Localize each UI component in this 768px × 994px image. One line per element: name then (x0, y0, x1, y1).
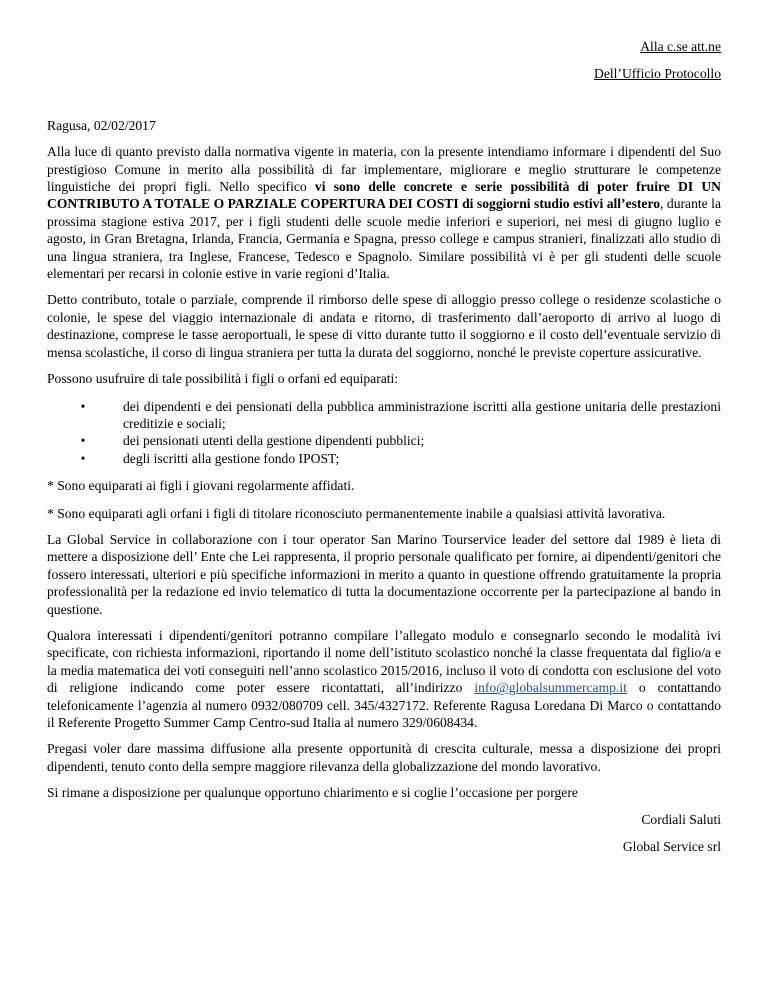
note-fostered: * Sono equiparati ai figli i giovani regolarmente affidati. (47, 478, 355, 494)
list-item (80, 432, 721, 449)
list-item (80, 398, 721, 433)
addressee-line-2: Dell’Ufficio Protocollo (594, 66, 721, 82)
bullet-icon: • (80, 398, 86, 414)
paragraph-diffusion: Pregasi voler dare massima diffusione alla presente opportunità di crescita culturale, messa a disposizione dei propri dipendenti, tenuto conto della sempre maggiore rilevanza della globalizzazione del mondo lavorativo. (47, 741, 721, 774)
note-orphans: * Sono equiparati agli orfani i figli di titolare riconosciuto permanentemente inabile a qualsiasi attività lavorativa. (47, 505, 666, 521)
list-item-text: dei pensionati utenti della gestione dipendenti pubblici; (123, 433, 425, 449)
date-line: Ragusa, 02/02/2017 (47, 117, 156, 133)
paragraph-closing: Si rimane a disposizione per qualunque opportuno chiarimento e si coglie l’occasione per porgere (47, 785, 578, 801)
paragraph-intro-text: Alla luce di quanto previsto dalla normativa vigente in materia, con la presente intendiamo informare i dipendenti del Suo prestigioso Comune in merito alla possibilità di far implementare, migliorare e meglio strutturare le competenze linguistiche dei propri figli. Nello specifico (47, 144, 721, 195)
bullet-icon: • (80, 450, 86, 466)
paragraph-contact-before: Qualora interessati i dipendenti/genitori potranno compilare l’allegato modulo e consegnarlo secondo le modalità ivi specificate, con richiesta informazioni, riportando il nome dell’istituto scolastico nonché la classe frequentata dal figlio/a e la media matematica dei voti conseguiti nell’anno scolastico 2015/2016, incluso il voto di condotta con esclusione del voto di religione indicando come poter essere ricontattati, all’indirizzo (47, 627, 721, 696)
salutation: Cordiali Saluti (641, 811, 721, 827)
bullet-icon: • (80, 433, 86, 449)
addressee-line-1: Alla c.se att.ne (640, 39, 721, 54)
paragraph-intro-rest: , durante la prossima stagione estiva 2017, per i figli studenti delle scuole medie inferiori e superiori, nei mesi di giugno luglio e agosto, in Gran Bretagna, Irlanda, Francia, Germania e Spagna, presso college e campus stranieri, finalizzati allo studio di una lingua straniera, tra Inglese, Francese, Tedesco e Spagnolo. Similare possibilità vi è per gli studenti delle scuole elementari per recarsi in colonie estive in varie regioni d’Italia. (47, 196, 721, 282)
paragraph-contact (47, 627, 721, 731)
addressee-block (47, 38, 721, 83)
paragraph-intro (47, 143, 721, 282)
eligibility-list (47, 398, 721, 468)
email-link[interactable]: info@globalsummercamp.it (474, 680, 627, 696)
signature: Global Service srl (622, 839, 721, 855)
list-item-text: degli iscritti alla gestione fondo IPOST; (123, 450, 340, 466)
list-item-text: dei dipendenti e dei pensionati della pubblica amministrazione iscritti alla gestione unitaria delle prestazioni creditizie e sociali; (123, 398, 721, 431)
list-item (80, 450, 721, 467)
paragraph-global-service: La Global Service in collaborazione con i tour operator San Marino Tourservice leader del settore dal 1989 è lieta di mettere a disposizione dell’ Ente che Lei rappresenta, il proprio personale qualificato per fornire, ai dipendenti/genitori che fossero interessati, ulteriori e più specifiche informazioni in merito a quanto in questione offrendo gratuitamente la propria professionalità per la redazione ed invio telematico di tutta la documentazione occorrente per la partecipazione al bando in questione. (47, 531, 721, 617)
paragraph-eligibility: Possono usufruire di tale possibilità i figli o orfani ed equiparati: (47, 371, 399, 387)
paragraph-coverage: Detto contributo, totale o parziale, comprende il rimborso delle spese di alloggio presso college o residenze scolastiche o colonie, le spese del viaggio internazionale di andata e ritorno, di trasferimento dall’aeroporto di arrivo al luogo di destinazione, comprese le tasse aeroportuali, le spese di vitto durante tutto il soggiorno e il costo dell’eventuale servizio di mensa scolastiche, il corso di lingua straniera per tutta la durata del soggiorno, nonché le previste coperture assicurative. (47, 292, 721, 360)
signature-block (47, 811, 721, 856)
paragraph-contact-after: o contattando telefonicamente l’agenzia al numero 0932/080709 cell. 345/4327172. Referente Ragusa Loredana Di Marco o contattando il Referente Progetto Summer Camp Centro-sud Italia al numero 329/0608434. (47, 680, 722, 730)
paragraph-intro-bold: vi sono delle concrete e serie possibilità di poter fruire DI UN CONTRIBUTO A TOTALE O PARZIALE COPERTURA DEI COSTI di soggiorni studio estivi all’estero (47, 179, 721, 212)
